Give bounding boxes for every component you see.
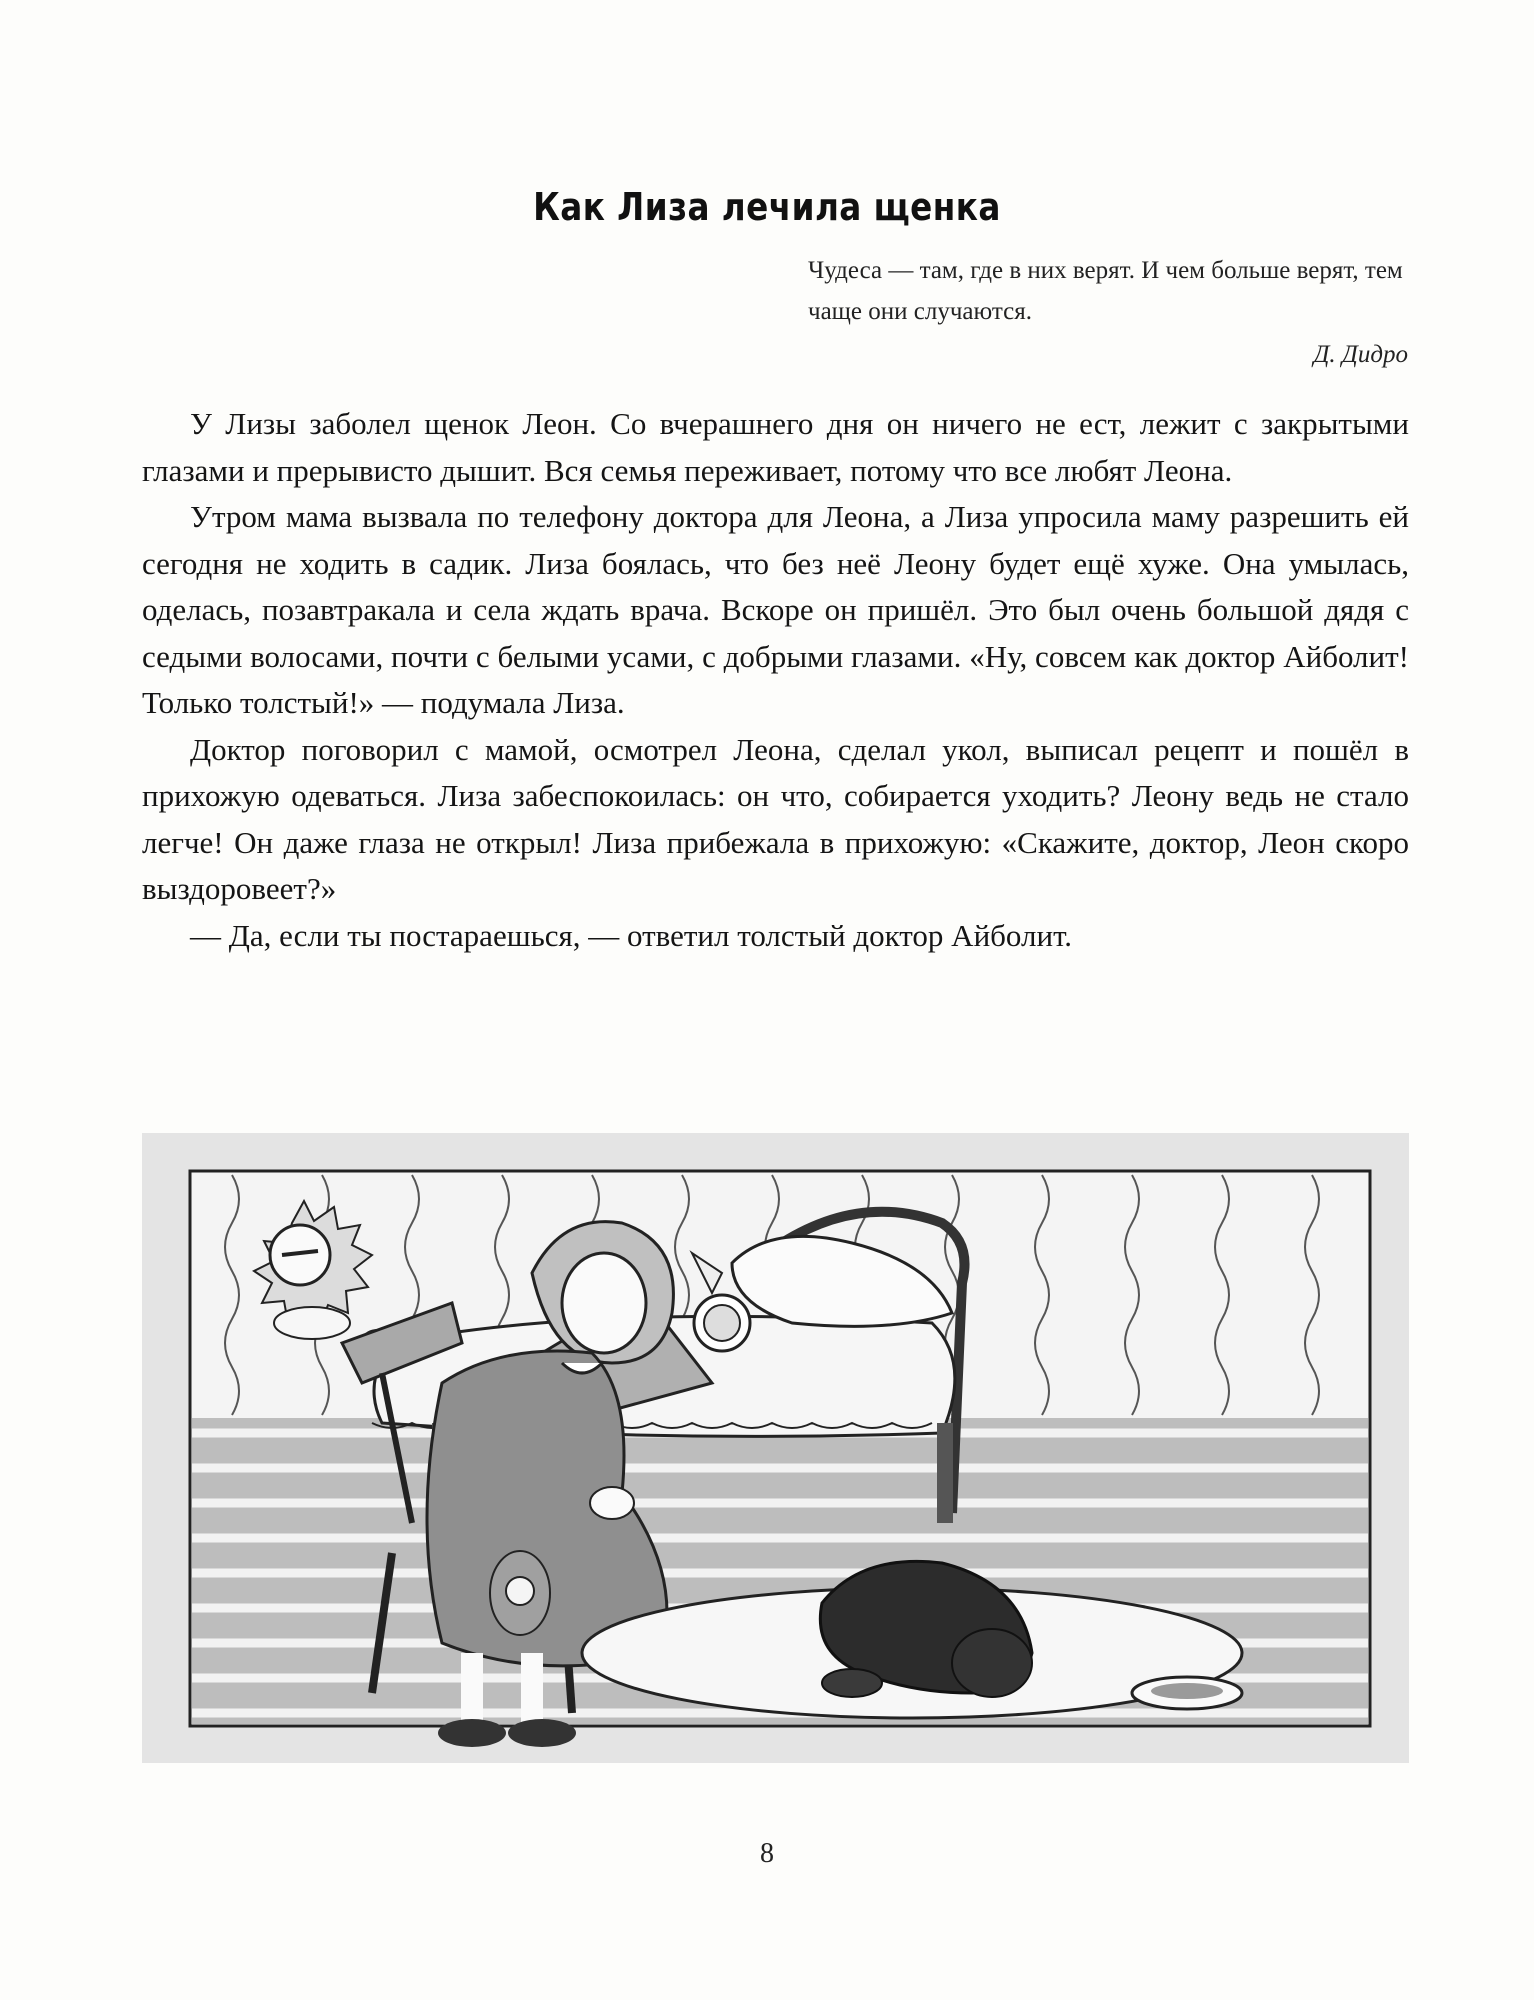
bowl-food [1151,1683,1223,1699]
epigraph [808,250,1408,375]
epigraph-text: Чудеса — там, где в них верят. И чем больше верят, тем чаще они случаются. [808,257,1403,325]
page-title: Как Лиза лечила щенка [533,185,1001,230]
story-paragraph: — Да, если ты постараешься, — ответил толстый доктор Айболит. [190,917,1073,953]
story-paragraph: У Лизы заболел щенок Леон. Со вчерашнего дня он ничего не ест, лежит с закрытыми глазами и прерывисто дышит. Вся семья переживает, потому что все любят Леона. [142,406,1409,488]
flower-icon [506,1577,534,1605]
story-illustration [142,1133,1409,1763]
story-paragraph: Доктор поговорил с мамой, осмотрел Леона, сделал укол, выписал рецепт и пошёл в прихожую одеваться. Лиза забеспокоилась: он что, собирается уходить? Леону ведь не стало легче! Он даже глаза не открыл! Лиза прибежала в прихожую: «Скажите, доктор, Леон скоро выздоровеет?» [142,731,1409,906]
page-number: 8 [760,1838,774,1869]
girl-with-sick-puppy-illustration [142,1133,1409,1763]
story-text [142,401,1409,959]
epigraph-author: Д. Дидро [1313,341,1408,368]
story-paragraph: Утром мама вызвала по телефону доктора для Леона, а Лиза упросила маму разрешить ей сегодня не ходить в садик. Лиза боялась, что без неё Леону будет ещё хуже. Она умылась, оделась, позавтракала и села ждать врача. Вскоре он пришёл. Это был очень большой дядя с седыми волосами, почти с белыми усами, с добрыми глазами. «Ну, совсем как доктор Айболит! Только толстый!» — подумала Лиза. [142,499,1409,720]
